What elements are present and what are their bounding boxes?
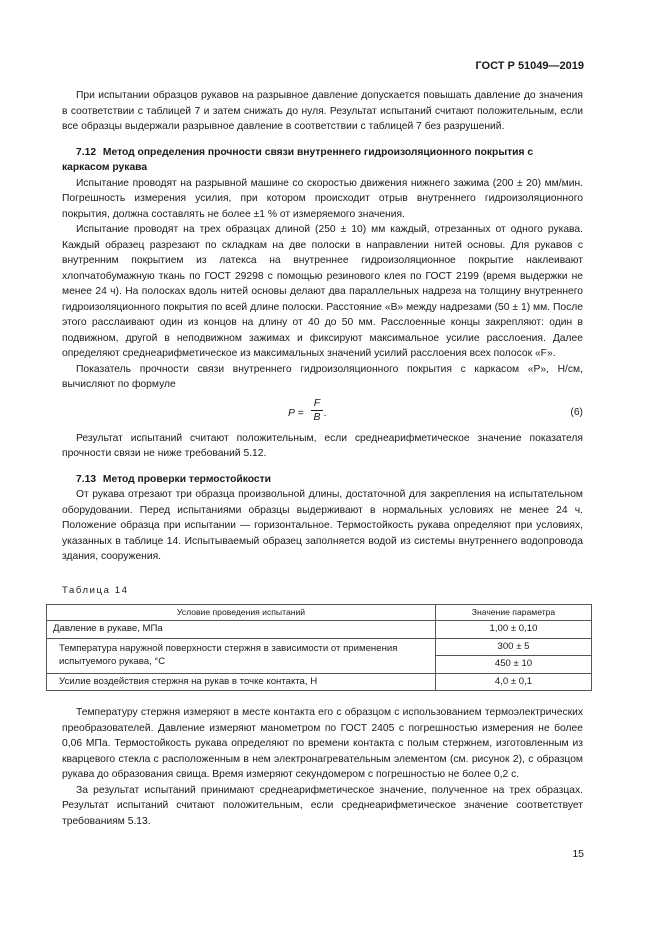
section-title: Метод определения прочности связи внутреннего гидроизоляционного покрытия с каркасом рукава (62, 146, 534, 173)
formula-tail: . (324, 406, 327, 419)
section-7-12-paragraph-3: Показатель прочности связи внутреннего гидроизоляционного покрытия с каркасом «P», Н/см, вычисляют по формуле (62, 363, 583, 390)
section-7-12-paragraph-2: Испытание проводят на трех образцах длиной (250 ± 10) мм каждый, отрезанных от одного рукава. Каждый образец разрезают по складкам на две полоски в направлении нитей основы. Для рукавов с внутренним покрытием из латекса на внутреннее гидроизоляционное покрытие наклеивают хлопчатобумажную ткань по ГОСТ 29298 с помощью резинового клея по ГОСТ 2199 (время выдержки не менее 24 ч). На полосках вдоль нитей основы делают два параллельных надреза на толщину внутреннего гидроизоляционного покрытия по всей длине полоски. Расстояние «B» между надрезами (50 ± 1) мм. После этого расслаивают один из концов на длину от 40 до 50 мм. Расслоенные концы закрепляют: один в подвижном, другой в неподвижном зажимах и фиксируют максимальное усилие расслоения. Далее определяют среднеарифметическое из максимальных значений усилий расслоения всех полосок «F». (62, 224, 583, 359)
table-14 (46, 604, 592, 691)
header-condition: Условие проведения испытаний (47, 605, 436, 621)
formula-numerator: F (313, 396, 321, 409)
section-number: 7.12 (76, 146, 97, 158)
section-7-12-paragraph-1: Испытание проводят на разрывной машине со скоростью движения нижнего зажима (200 ± 20) мм/мин. Погрешность измерения усилия, при котором происходит отрыв внутреннего гидроизоляционного покрытия, должна составлять не более ±1 % от измеряемого значения. (62, 177, 583, 220)
formula-denominator: B (313, 410, 321, 423)
table-row (47, 638, 592, 656)
cell-value: 450 ± 10 (436, 656, 592, 674)
section-7-12-paragraph-4: Результат испытаний считают положительным, если среднеарифметическое значение показателя прочности связи не ниже требований 5.12. (62, 432, 583, 459)
formula-lhs: P = (288, 406, 304, 419)
section-7-13-heading (62, 472, 583, 488)
after-table-paragraph-2: За результат испытаний принимают среднеарифметическое значение, полученное на трех образцах. Результат испытаний считают положительным, если среднеарифметическое значение соответствует требованиям 5.13. (62, 784, 583, 827)
formula-number: (6) (570, 406, 583, 418)
section-7-13-paragraph-1: От рукава отрезают три образца произвольной длины, достаточной для закрепления на испытательном оборудовании. Перед испытаниями образцы выдерживают в нормальных условиях не менее 24 ч. Положение образца при испытании — горизонтальное. Термостойкость рукава определяют при условиях, указанных в таблице 14. Испытываемый образец заполняется водой из системы внутреннего водопровода здания, сооружения. (62, 489, 583, 562)
cell-value: 300 ± 5 (436, 638, 592, 656)
cell-value: 1,00 ± 0,10 (436, 621, 592, 639)
cell-condition: Усилие воздействия стержня на рукав в точке контакта, Н (47, 673, 436, 691)
after-table-paragraph-1: Температуру стержня измеряют в месте контакта его с образцом с использованием термоэлектрических преобразователей. Давление измеряют манометром по ГОСТ 2405 с погрешностью измерения не более 0,06 МПа. Термостойкость рукава определяют по времени контакта с полым стержнем, изготовленным из кварцевого стекла с расположенным в нем электронагревательным элементом (см. рисунок 2), с образцом рукава до образования свища. Время измеряют секундомером с погрешностью не более 0,2 с. (62, 707, 583, 780)
cell-condition: Давление в рукаве, МПа (47, 621, 436, 639)
cell-condition: Температура наружной поверхности стержня в зависимости от применения испытуемого рукава, °С (47, 638, 436, 673)
section-title: Метод проверки термостойкости (102, 473, 271, 485)
table-caption: Таблица 14 (62, 584, 129, 596)
intro-paragraph: При испытании образцов рукавов на разрывное давление допускается повышать давление до значения в соответствии с таблицей 7 и затем снижать до нуля. Результат испытаний считают положительным, если все образцы выдержали разрывное давление в соответствии с таблицей 7 без разрушений. (62, 90, 583, 132)
header-value: Значение параметра (436, 605, 592, 621)
document-id: ГОСТ Р 51049—2019 (475, 60, 584, 72)
section-7-12-heading (62, 145, 583, 176)
table-row (47, 673, 592, 691)
formula-6 (62, 397, 583, 425)
table-header-row (47, 605, 592, 621)
page-number: 15 (572, 848, 584, 860)
section-number: 7.13 (76, 473, 97, 485)
table-row (47, 621, 592, 639)
page-content (53, 88, 583, 829)
cell-value: 4,0 ± 0,1 (436, 673, 592, 691)
